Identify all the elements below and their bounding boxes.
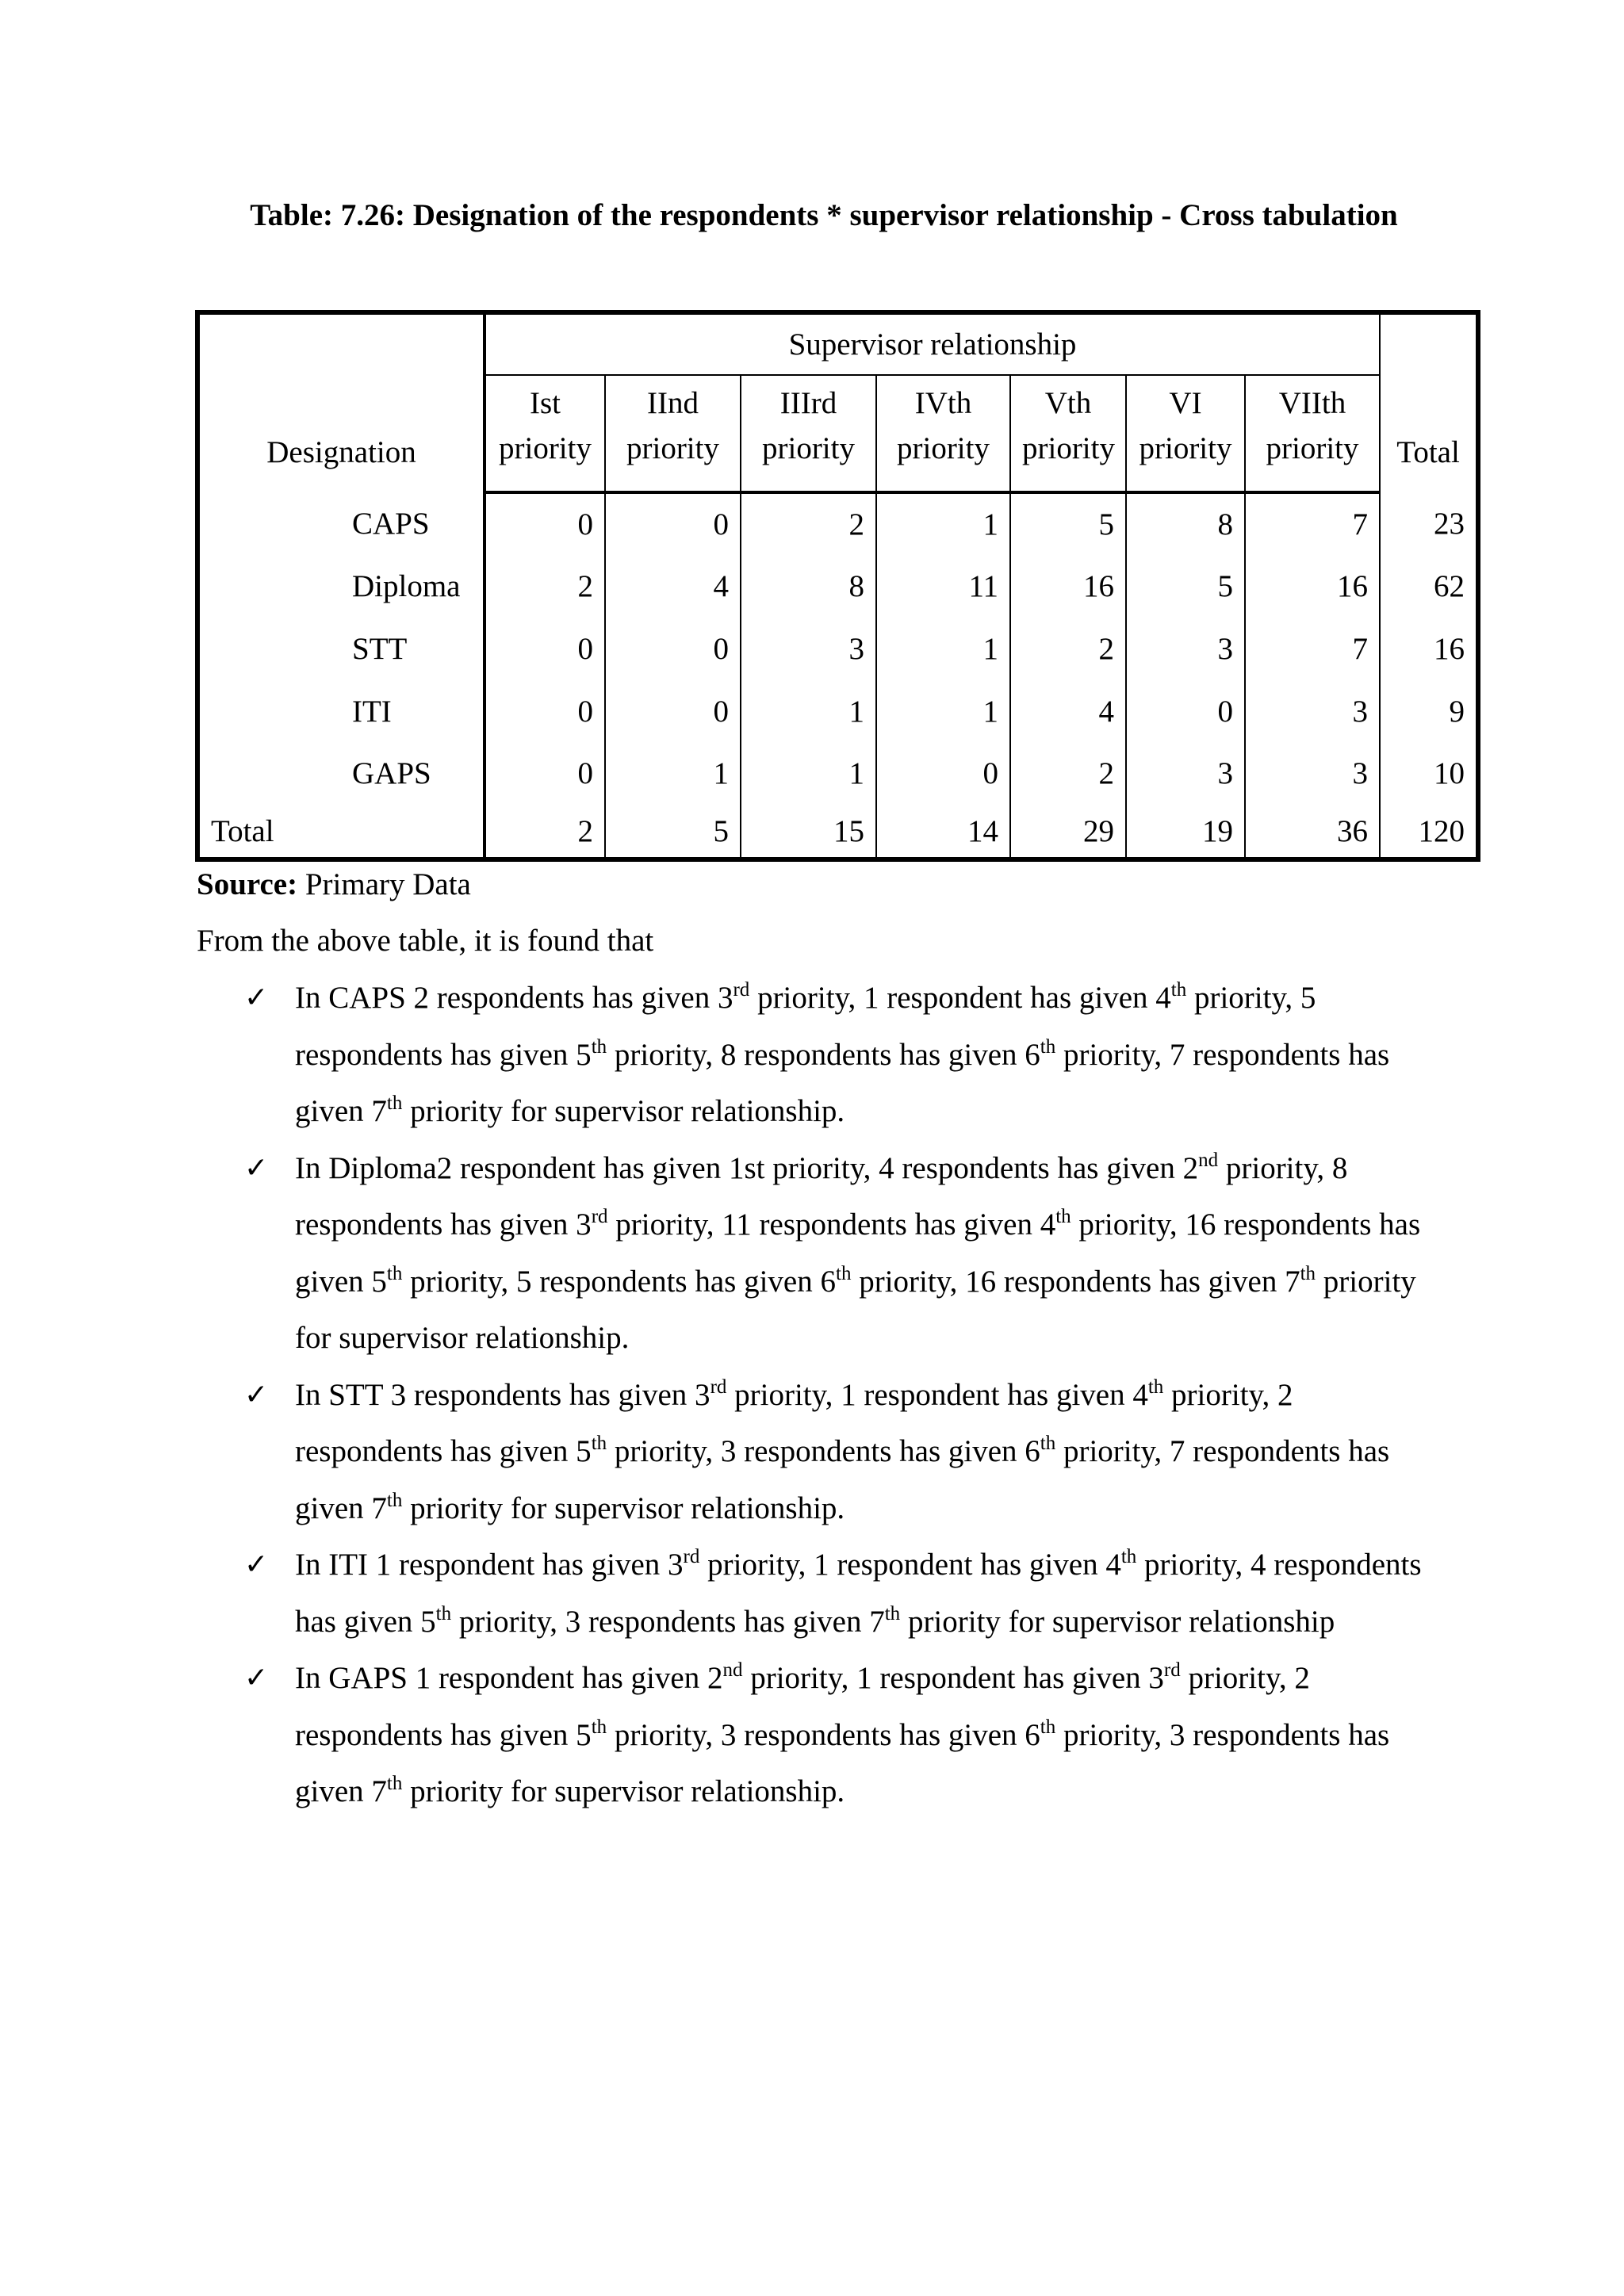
total-cell: 36 [1245,805,1380,859]
table-cell: 0 [605,618,741,680]
table-cell: 0 [1126,680,1245,743]
finding-text: priority, 2 respondents has given 5 [295,1661,1310,1752]
row-label: Diploma [197,555,485,618]
ordinal-suffix: th [435,1602,452,1624]
col-header-5-rank: Vth [1010,375,1126,431]
finding-text: priority, 3 respondents has given 7 [295,1717,1390,1808]
table-cell: 2 [485,555,605,618]
table-cell: 0 [485,680,605,743]
finding-text: priority, 5 respondents has given 6 [402,1264,836,1299]
table-cell: 3 [1245,680,1380,743]
finding-text: priority for supervisor relationship [900,1604,1335,1639]
ordinal-suffix: nd [1198,1149,1219,1171]
finding-text: priority for supervisor relationship. [402,1490,845,1525]
col-header-2-rank: IInd [605,375,741,431]
ordinal-suffix: th [386,1093,403,1114]
table-cell: 0 [605,680,741,743]
table-cell: 5 [1010,492,1126,555]
finding-text: priority, 7 respondents has given 7 [295,1037,1390,1128]
finding-item [0,1367,1624,1537]
checkmark-icon: ✓ [244,1378,269,1411]
ordinal-suffix: th [1147,1376,1164,1398]
ordinal-suffix: nd [722,1659,743,1681]
ordinal-suffix: th [1040,1035,1056,1058]
table-cell: 0 [485,618,605,680]
table-cell: 1 [741,742,876,805]
total-cell: 2 [485,805,605,859]
finding-item [0,1650,1624,1820]
finding-text: priority for supervisor relationship. [402,1774,845,1808]
ordinal-suffix: rd [1163,1659,1181,1681]
source-note [197,861,471,909]
table-cell: 4 [1010,680,1126,743]
finding-text: priority, 8 respondents has given 3 [295,1150,1348,1242]
table-cell: 16 [1010,555,1126,618]
finding-text: In GAPS 1 respondent has given 2 [295,1661,723,1695]
table-cell: 7 [1245,618,1380,680]
ordinal-suffix: th [386,1262,403,1284]
col-header-7-rank: VIIth [1245,375,1380,431]
row-label: STT [197,618,485,680]
total-row-label: Total [197,805,485,859]
row-total: 62 [1434,568,1465,603]
table-cell: 11 [876,555,1010,618]
table-cell: 0 [876,742,1010,805]
ordinal-suffix: th [591,1716,607,1738]
row-label: ITI [197,680,485,743]
table-cell: 1 [605,742,741,805]
ordinal-suffix: th [386,1773,403,1794]
col-header-5-word: priority [1010,430,1126,492]
finding-text: priority, 5 respondents has given 5 [295,981,1316,1072]
finding-text: In CAPS 2 respondents has given 3 [295,981,733,1015]
table-cell: 3 [1245,742,1380,805]
ordinal-suffix: th [884,1602,901,1624]
table-row [197,680,1478,743]
checkmark-icon: ✓ [244,1662,269,1694]
intro-text: From the above table, it is found that [197,924,654,958]
finding-text: priority, 1 respondent has given 4 [726,1377,1148,1412]
ordinal-suffix: rd [710,1376,727,1398]
col-header-6-word: priority [1126,430,1245,492]
col-header-4-word: priority [876,430,1010,492]
finding-text: priority, 8 respondents has given 6 [607,1037,1040,1072]
table-cell: 5 [1126,555,1245,618]
ordinal-suffix: th [836,1262,852,1284]
col-header-3-rank: IIIrd [741,375,876,431]
findings-list [0,970,1624,1820]
supervisor-relationship-header: Supervisor relationship [485,312,1380,375]
finding-text: priority, 7 respondents has given 7 [295,1434,1390,1525]
row-total: 10 [1434,756,1465,791]
grand-total: 120 [1418,813,1465,848]
finding-text: priority, 3 respondents has given 6 [607,1717,1040,1752]
table-cell: 2 [741,492,876,555]
finding-item [0,1140,1624,1367]
finding-text: priority for supervisor relationship. [295,1264,1416,1355]
finding-text: priority, 1 respondent has given 4 [749,981,1171,1015]
table-body [197,492,1478,859]
finding-text: priority, 1 respondent has given 4 [699,1548,1121,1582]
finding-text: priority, 3 respondents has given 7 [451,1604,885,1639]
finding-text: priority, 1 respondent has given 3 [742,1661,1164,1695]
col-header-6-rank: VI [1126,375,1245,431]
designation-header: Designation [197,312,485,492]
col-header-3-word: priority [741,430,876,492]
ordinal-suffix: th [1120,1546,1137,1567]
table-cell: 1 [876,492,1010,555]
table-cell: 1 [876,680,1010,743]
table-cell: 2 [1010,618,1126,680]
total-row [197,805,1478,859]
row-label: GAPS [197,742,485,805]
finding-text: priority, 3 respondents has given 6 [607,1434,1040,1468]
finding-text: In STT 3 respondents has given 3 [295,1377,710,1412]
finding-text: priority for supervisor relationship. [402,1094,845,1128]
header-row-group [197,312,1478,375]
row-label: CAPS [197,492,485,555]
ordinal-suffix: th [591,1433,607,1454]
table-cell: 0 [485,742,605,805]
table-row [197,742,1478,805]
source-text: Primary Data [297,867,471,901]
total-cell: 29 [1010,805,1126,859]
table-cell: 8 [741,555,876,618]
table-cell: 8 [1126,492,1245,555]
finding-text: priority, 4 respondents has given 5 [295,1548,1422,1639]
total-cell: 5 [605,805,741,859]
ordinal-suffix: th [1300,1262,1316,1284]
finding-text: In ITI 1 respondent has given 3 [295,1548,684,1582]
table-cell: 7 [1245,492,1380,555]
ordinal-suffix: th [1170,979,1187,1001]
row-total: 16 [1434,631,1465,666]
table-cell: 4 [605,555,741,618]
source-label: Source: [197,867,298,901]
col-header-4-rank: IVth [876,375,1010,431]
table-title: Table: 7.26: Designation of the respondents * supervisor relationship - Cross tabulation [250,198,1398,232]
col-header-7-word: priority [1245,430,1380,492]
table-cell: 0 [485,492,605,555]
col-header-1-word: priority [485,430,605,492]
table-row [197,555,1478,618]
row-total: 9 [1449,694,1465,729]
table-row [197,618,1478,680]
total-cell: 14 [876,805,1010,859]
ordinal-suffix: rd [591,1206,608,1227]
col-header-1-rank: Ist [485,375,605,431]
table-cell: 3 [1126,618,1245,680]
cross-tabulation-table [195,310,1480,862]
finding-text: In Diploma2 respondent has given 1st priority, 4 respondents has given 2 [295,1150,1199,1185]
finding-text: priority, 2 respondents has given 5 [295,1377,1293,1468]
ordinal-suffix: th [591,1035,607,1058]
finding-item [0,1536,1624,1650]
checkmark-icon: ✓ [244,1151,269,1184]
table-cell: 2 [1010,742,1126,805]
ordinal-suffix: th [1040,1716,1056,1738]
total-cell: 19 [1126,805,1245,859]
table-row [197,492,1478,555]
table-cell: 1 [876,618,1010,680]
ordinal-suffix: rd [683,1546,700,1567]
ordinal-suffix: th [1055,1206,1071,1227]
table-cell: 16 [1245,555,1380,618]
finding-item [0,970,1624,1140]
table-cell: 3 [741,618,876,680]
total-column-header: Total [1396,435,1460,470]
ordinal-suffix: rd [733,979,750,1001]
table-cell: 1 [741,680,876,743]
checkmark-icon: ✓ [244,1548,269,1581]
finding-text: priority, 16 respondents has given 5 [295,1207,1421,1299]
ordinal-suffix: th [1040,1433,1056,1454]
row-total: 23 [1434,507,1465,541]
table-cell: 3 [1126,742,1245,805]
col-header-2-word: priority [605,430,741,492]
ordinal-suffix: th [386,1489,403,1511]
finding-text: priority, 11 respondents has given 4 [607,1207,1056,1242]
total-cell: 15 [741,805,876,859]
finding-text: priority, 16 respondents has given 7 [851,1264,1300,1299]
checkmark-icon: ✓ [244,982,269,1014]
table-cell: 0 [605,492,741,555]
